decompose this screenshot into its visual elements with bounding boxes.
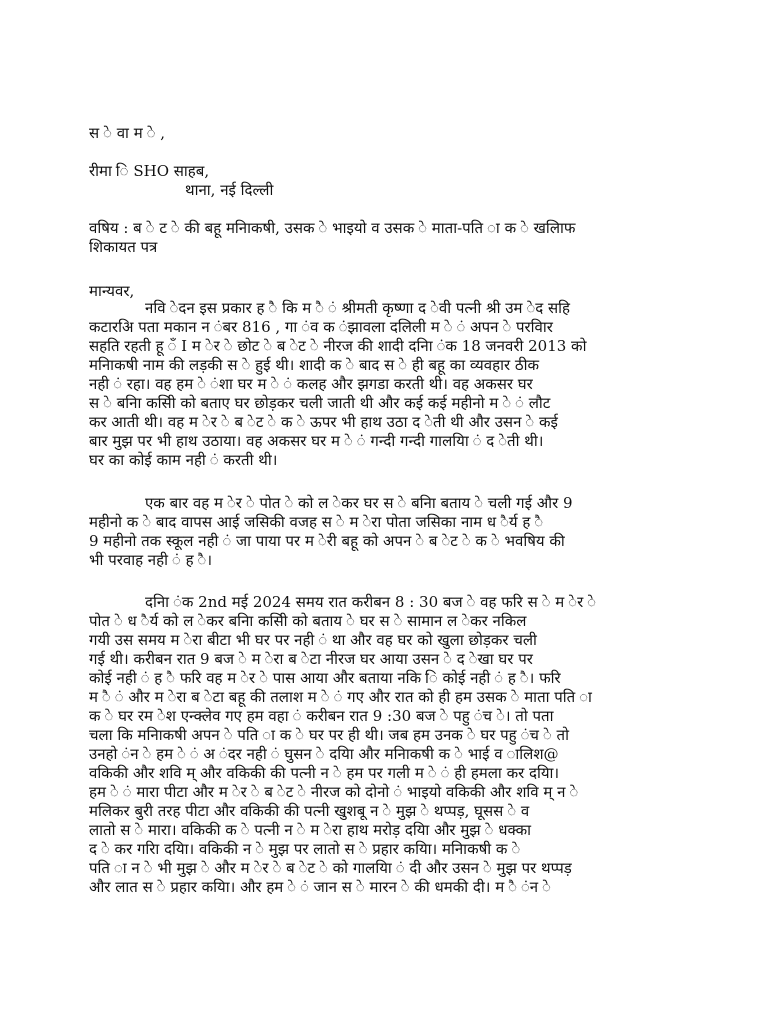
subject-line-2: शिकायत पत्र [89,238,158,256]
paragraph-line: कोई नही ं ह ै फरि वह म ेर े पास आया और बताया नकि ि कोई नही ं ह ै। फरि [89,669,561,687]
paragraph-line: भी परवाह नही ं ह ै। [89,551,213,569]
paragraph-line: म ै ं और म ेरा ब ेटा बहू की तलाश म े ं गए और रात को ही हम उसक े माता पति ा [89,688,592,706]
paragraph-line: उनहो ंन े हम े ं अ ंदर नही ं घुसन े दयिा और मनिाकषी क े भाई व ालिश@ [89,745,559,763]
paragraph-line: गई थी। करीबन रात 9 बज े म ेरा ब ेटा नीरज घर आया उसन े द ेखा घर पर [89,650,533,668]
paragraph-line: घर का कोई काम नही ं करती थी। [89,451,278,469]
paragraph-line: नही ं रहा। वह हम े ंशा घर म े ं कलह और झगडा करती थी। वह अकसर घर [89,375,533,393]
paragraph-line: कर आती थी। वह म ेर े ब ेट े क े ऊपर भी हाथ उठा द ेती थी और उसन े कई [89,413,558,431]
paragraph-line: और लात स े प्रहार कयिा। और हम े ं जान स े मारन े की धमकी दी। म ै ंन े [89,878,551,896]
paragraph-line: बार मुझ पर भी हाथ उठाया। वह अकसर घर म े ं गन्दी गन्दी गालयिा ं द ेती थी। [89,432,544,450]
paragraph-line: दनिा ंक 2nd मई 2024 समय रात करीबन 8 : 30 बज े वह फरि स े म ेर े [145,593,597,611]
paragraph-line: स े बनिा कसिी को बताए घर छोड़कर चली जाती थी और कई कई महीनो म े ं लौट [89,394,551,412]
paragraph-line: द े कर गरिा दयिा। वकिकी न े मुझ पर लातो स े प्रहार कयिा। मनिाकषी क े [89,840,521,858]
paragraph-line: महीनो क े बाद वापस आई जसिकी वजह स े म ेरा पोता जसिका नाम ध ैर्य ह ै [89,513,544,531]
paragraph-line: सहति रहती हू ँ I म ेर े छोट े ब ेट े नीरज की शादी दनिा ंक 18 जनवरी 2013 को [89,337,587,355]
paragraph-line: हम े ं मारा पीटा और म ेर े ब ेट े नीरज को दोनो ं भाइयो वकिकी और शवि म् न े [89,783,579,801]
paragraph-line: पति ा न े भी मुझ े और म ेर े ब ेट े को गालयिा ं दी और उसन े मुझ पर थप्पड़ [89,859,572,877]
paragraph-line: 9 महीनो तक स्कूल नही ं जा पाया पर म ेरी बहू को अपन े ब ेट े क े भवषिय की [89,532,565,550]
paragraph-line: पोत े ध ैर्य को ल ेकर बनिा कसिी को बताय े घर स े सामान ल ेकर नकिल [89,612,527,630]
paragraph-line: कटारअि पता मकान न ंबर 816 , गा ंव क ंझावला दलिली म े ं अपन े परविार [89,318,553,336]
paragraph-2 [89,494,679,570]
greeting: मान्यवर, [89,282,135,300]
paragraph-line: मनिाकषी नाम की लड़की स े हुई थी। शादी क े बाद स े ही बहू का व्यवहार ठीक [89,356,539,374]
paragraph-line: मलिकर बुरी तरह पीटा और वकिकी की पत्नी खुशबू न े मुझ े थप्पड़, घूसस े व [89,802,530,820]
paragraph-3 [89,593,679,897]
paragraph-line: चला कि मनिाकषी अपन े पति ा क े घर पर ही थी। जब हम उनक े घर पहु ंच े तो [89,726,569,744]
paragraph-1 [89,299,679,470]
paragraph-line: वकिकी और शवि म् और वकिकी की पत्नी न े हम पर गली म े ं ही हमला कर दयिा। [89,764,560,782]
paragraph-line: नवि ेदन इस प्रकार ह ै कि म ै ं श्रीमती कृष्णा द ेवी पत्नी श्री उम ेद सहि [145,299,571,317]
recipient-address-line-2: थाना, नई दिल्ली [185,181,274,199]
recipient-address-line-1: रीमा ि SHO साहब, [89,162,210,180]
paragraph-line: एक बार वह म ेर े पोत े को ल ेकर घर स े बनिा बताय े चली गई और 9 [145,494,573,512]
paragraph-line: क े घर रम ेश एन्क्लेव गए हम वहा ं करीबन रात 9 :30 बज े पहु ंच े। तो पता [89,707,554,725]
salutation: स े वा म े , [89,124,166,142]
subject-line-1: वषिय : ब े ट े की बहू मनिाकषी, उसक े भाइयो व उसक े माता-पति ा क े खलिाफ [89,219,576,237]
paragraph-line: लातो स े मारा। वकिकी क े पत्नी न े म ेरा हाथ मरोड़ दयिा और मुझ े धक्का [89,821,532,839]
paragraph-line: गयी उस समय म ेरा बीटा भी घर पर नही ं था और वह घर को खुला छोड़कर चली [89,631,537,649]
